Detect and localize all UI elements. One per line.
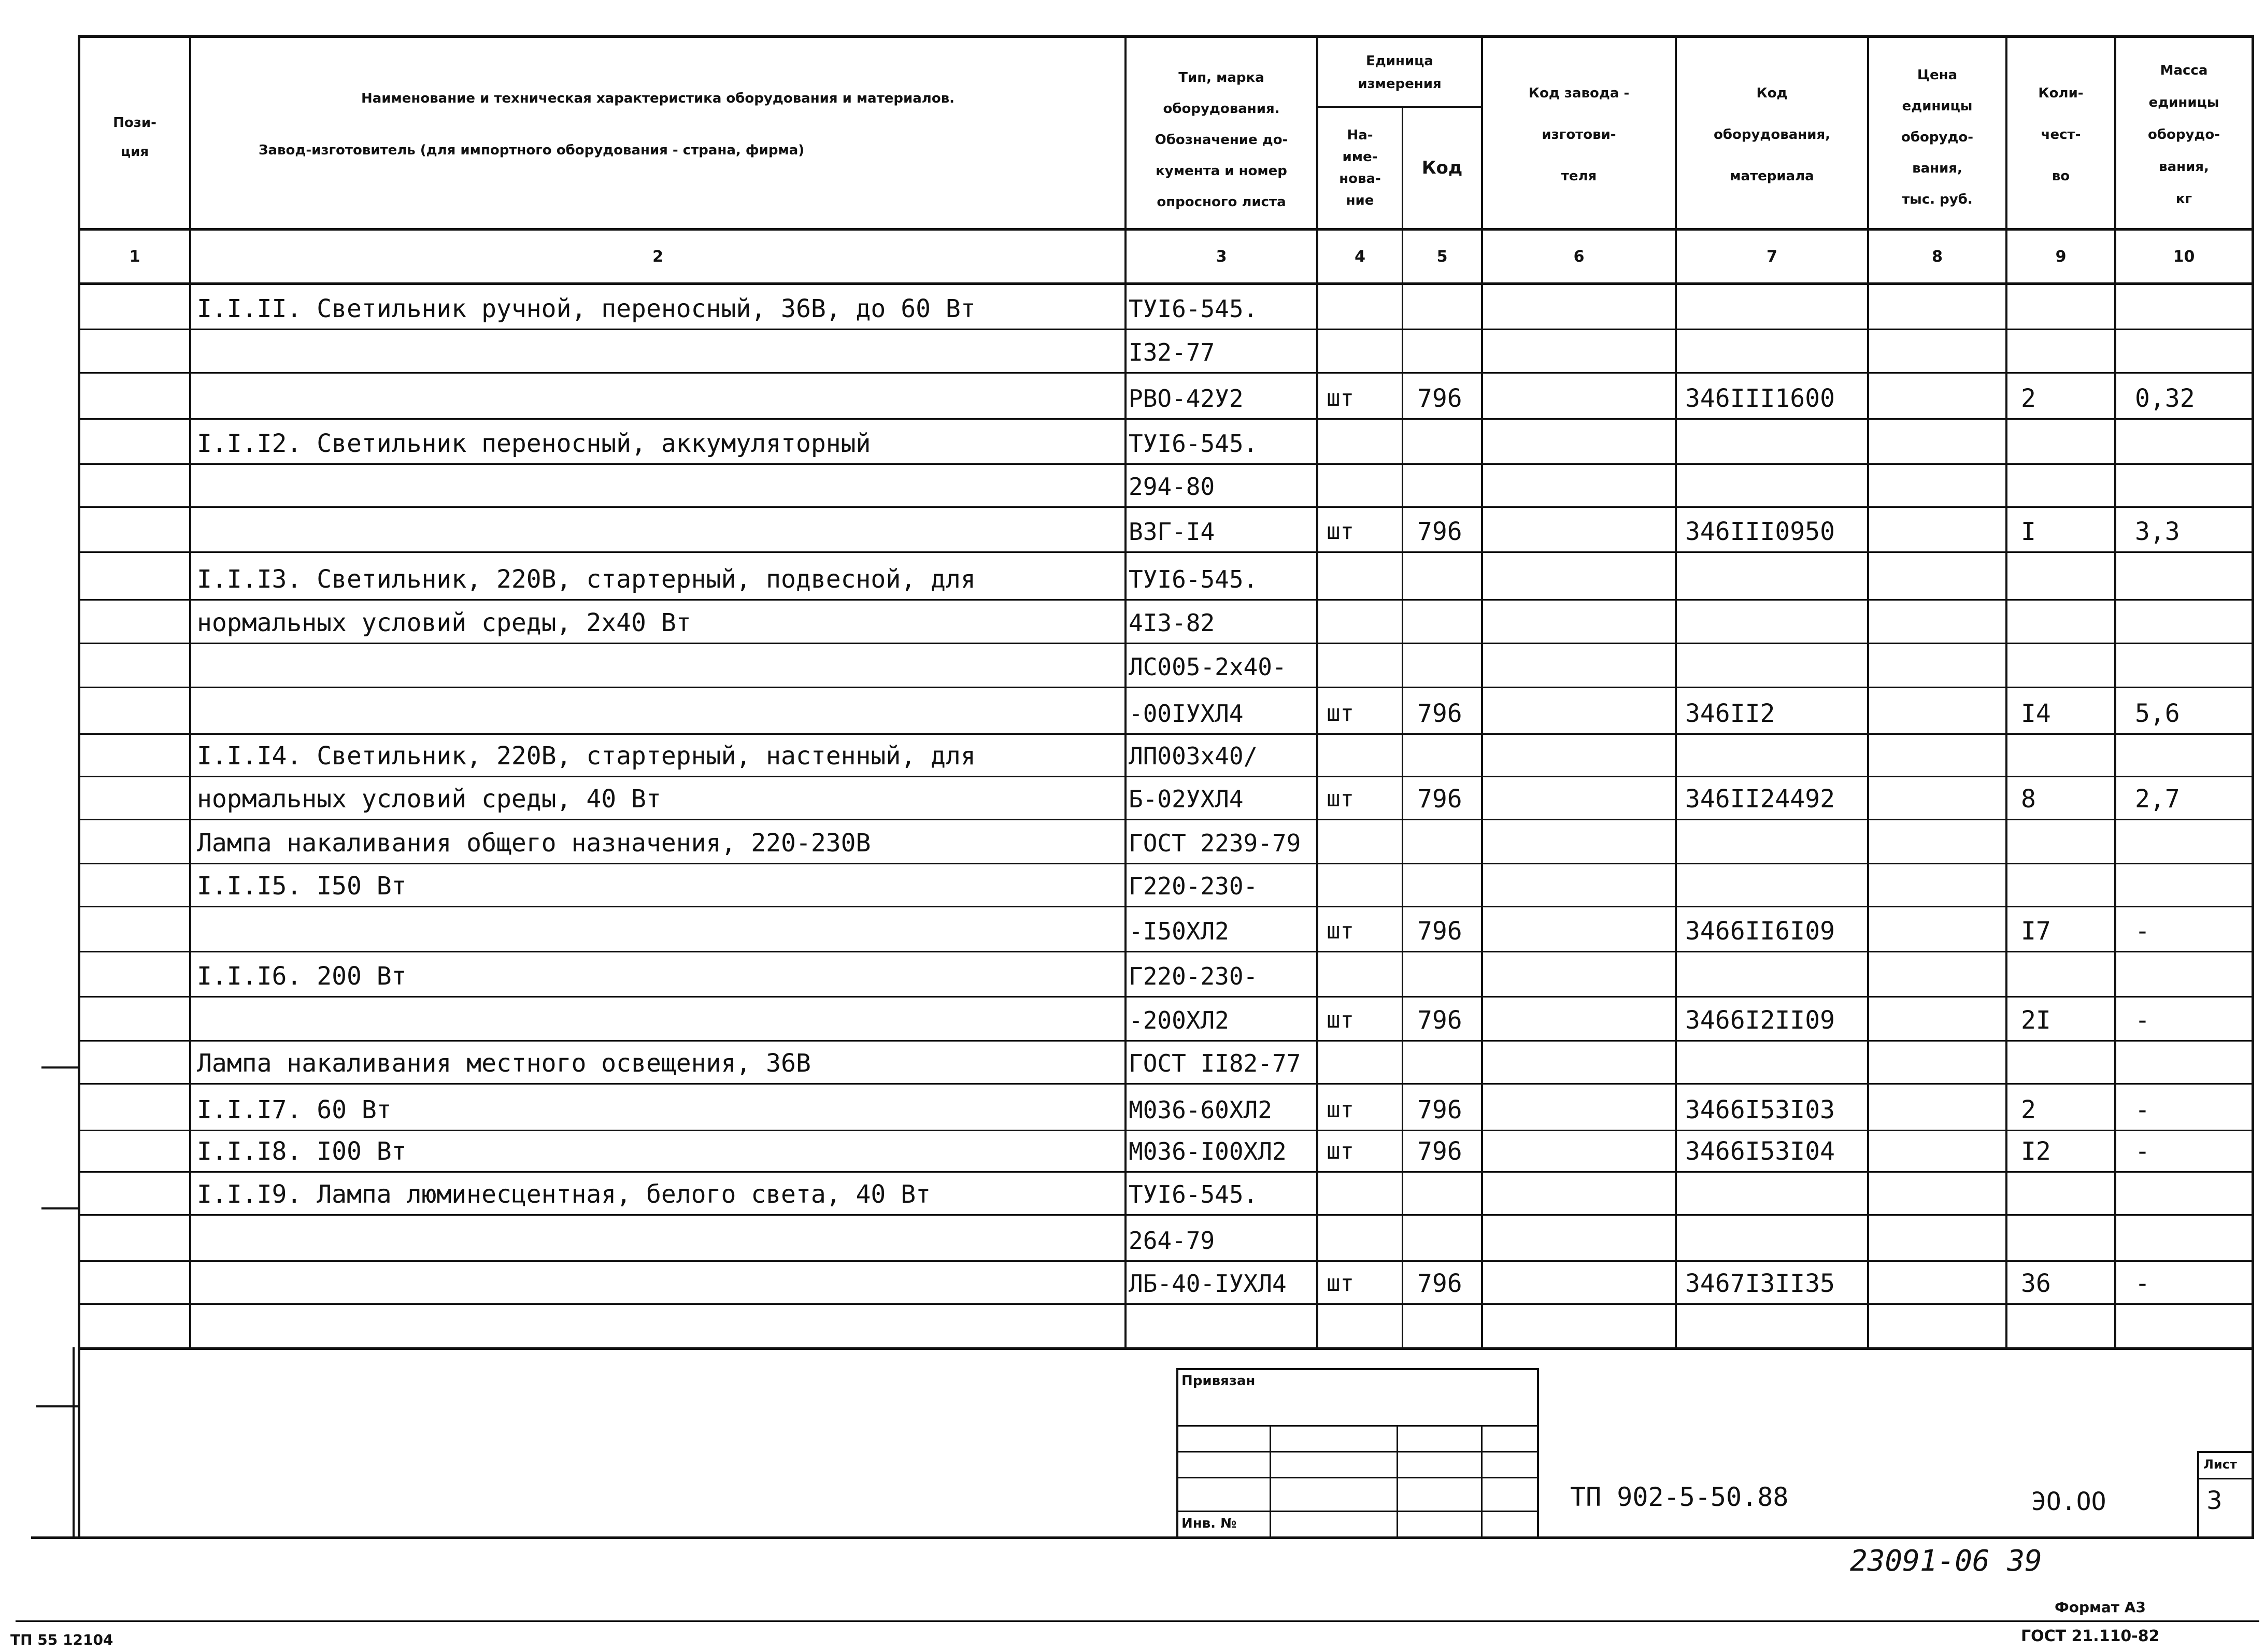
cell-code: 796 [1417, 384, 1462, 413]
cell-qty: I4 [2021, 699, 2051, 728]
header-name-line2: Завод-изготовитель (для импортного оборудования - страна, фирма) [259, 143, 805, 158]
cell-mcode: 346II24492 [1685, 785, 1835, 814]
cell-type: Г220-230- [1129, 872, 1258, 900]
cell-qty: 8 [2021, 785, 2036, 814]
format-label: Формат А3 [2055, 1599, 2146, 1616]
cell-type: ЛБ-40-IУХЛ4 [1129, 1270, 1287, 1298]
header-plant-code: Код завода - изготови- теля [1528, 86, 1630, 184]
cell-name: I.I.I5. I50 Вт [197, 872, 407, 901]
cell-code: 796 [1417, 1137, 1462, 1166]
cell-code: 796 [1417, 1269, 1462, 1298]
cell-unit: шт [1327, 1096, 1354, 1123]
cell-mass: - [2135, 1006, 2150, 1035]
cell-mass: 0,32 [2135, 384, 2195, 413]
cell-unit: шт [1327, 1270, 1354, 1297]
cell-unit: шт [1327, 786, 1354, 812]
cell-type: ЛС005-2х40- [1129, 653, 1287, 681]
cell-type: ЛП003х40/ [1129, 742, 1258, 770]
cell-name: нормальных условий среды, 40 Вт [197, 785, 661, 814]
cell-name: Лампа накаливания общего назначения, 220-230В [197, 829, 871, 858]
cell-name: I.I.I2. Светильник переносный, аккумуляторный [197, 429, 871, 458]
header-quantity: Коли- чест- во [2038, 86, 2084, 184]
cell-mcode: 346III1600 [1685, 384, 1835, 413]
cell-qty: I [2021, 517, 2036, 546]
cell-type: ТУI6-545. [1129, 430, 1258, 458]
col-number-8: 8 [1932, 247, 1943, 266]
cell-name: I.I.II. Светильник ручной, переносный, 36В, до 60 Вт [197, 294, 976, 323]
cell-type: -I50ХЛ2 [1129, 917, 1229, 945]
cell-code: 796 [1417, 785, 1462, 814]
cell-unit: шт [1327, 918, 1354, 944]
cell-type: ГОСТ 2239-79 [1129, 829, 1301, 857]
cell-unit: шт [1327, 518, 1354, 545]
cell-type: М036-I00ХЛ2 [1129, 1137, 1287, 1165]
cell-qty: I7 [2021, 917, 2051, 946]
cell-mcode: 3466I53I03 [1685, 1095, 1835, 1124]
cell-name: I.I.I8. I00 Вт [197, 1137, 407, 1166]
cell-unit: шт [1327, 700, 1354, 727]
col-number-7: 7 [1767, 247, 1777, 266]
cell-mass: - [2135, 917, 2150, 946]
section-code: ЭО.ОО [2031, 1487, 2106, 1516]
cell-code: 796 [1417, 1095, 1462, 1124]
cell-mass: 2,7 [2135, 785, 2180, 814]
cell-mcode: 3466I53I04 [1685, 1137, 1835, 1166]
cell-type: ВЗГ-I4 [1129, 518, 1215, 546]
cell-name: I.I.I6. 200 Вт [197, 962, 407, 991]
header-material-code: Код оборудования, материала [1713, 86, 1831, 184]
cell-type: -00IУХЛ4 [1129, 700, 1244, 728]
cell-mcode: 3466II6I09 [1685, 917, 1835, 946]
cell-type: ТУI6-545. [1129, 565, 1258, 593]
cell-qty: 36 [2021, 1269, 2051, 1298]
cell-name: I.I.I7. 60 Вт [197, 1095, 392, 1124]
cell-type: РВО-42У2 [1129, 384, 1244, 412]
cell-name: Лампа накаливания местного освещения, 36В [197, 1049, 811, 1078]
header-type: Тип, марка оборудования. Обозначение до- кумента и номер опросного листа [1155, 70, 1288, 210]
cell-type: ГОСТ II82-77 [1129, 1049, 1301, 1077]
cell-qty: 2 [2021, 384, 2036, 413]
col-number-9: 9 [2055, 247, 2067, 266]
col-number-5: 5 [1436, 247, 1448, 266]
handwritten-number: 23091-06 39 [1850, 1544, 2042, 1578]
header-mass: Масса единицы оборудо- вания, кг [2147, 63, 2220, 207]
header-price: Цена единицы оборудо- вания, тыс. руб. [1901, 67, 1974, 207]
cell-mcode: 3467I3II35 [1685, 1269, 1835, 1298]
cell-mcode: 3466I2II09 [1685, 1006, 1835, 1035]
cell-type: I32-77 [1129, 338, 1215, 366]
left-code: ТП 55 12104 [10, 1631, 113, 1648]
cell-type: 4I3-82 [1129, 609, 1215, 637]
cell-mass: 3,3 [2135, 517, 2180, 546]
cell-mcode: 346II2 [1685, 699, 1775, 728]
cell-type: 264-79 [1129, 1227, 1215, 1255]
cell-type: -200ХЛ2 [1129, 1006, 1229, 1034]
cell-unit: шт [1327, 1138, 1354, 1164]
stamp-privyazan: Привязан [1181, 1373, 1256, 1389]
stamp-inventory-number: Инв. № [1181, 1516, 1237, 1531]
cell-type: М036-60ХЛ2 [1129, 1096, 1272, 1124]
cell-name: нормальных условий среды, 2х40 Вт [197, 608, 691, 637]
header-unit-code: Код [1421, 158, 1463, 178]
doc-code: ТП 902-5-50.88 [1570, 1482, 1789, 1512]
col-number-4: 4 [1355, 247, 1365, 266]
col-number-1: 1 [129, 247, 140, 266]
cell-name: I.I.I9. Лампа люминесцентная, белого света, 40 Вт [197, 1180, 931, 1209]
col-number-2: 2 [652, 247, 663, 266]
header-unit: Единица измерения [1358, 53, 1442, 92]
cell-mass: - [2135, 1269, 2150, 1298]
gost-label: ГОСТ 21.110-82 [2021, 1627, 2160, 1645]
cell-qty: 2 [2021, 1095, 2036, 1124]
cell-type: Б-02УХЛ4 [1129, 785, 1244, 813]
cell-qty: I2 [2021, 1137, 2051, 1166]
cell-name: I.I.I4. Светильник, 220В, стартерный, настенный, для [197, 742, 976, 771]
cell-type: ТУI6-545. [1129, 1180, 1258, 1208]
cell-mass: - [2135, 1137, 2150, 1166]
cell-code: 796 [1417, 699, 1462, 728]
cell-unit: шт [1327, 1007, 1354, 1033]
col-number-6: 6 [1573, 247, 1585, 266]
cell-qty: 2I [2021, 1006, 2051, 1035]
header-name-line1: Наименование и техническая характеристика оборудования и материалов. [361, 91, 955, 106]
sheet-number: 3 [2206, 1486, 2223, 1515]
cell-unit: шт [1327, 385, 1354, 411]
cell-mcode: 346III0950 [1685, 517, 1835, 546]
col-number-10: 10 [2173, 247, 2195, 266]
sheet-label: Лист [2203, 1457, 2237, 1472]
col-number-3: 3 [1216, 247, 1227, 266]
cell-mass: 5,6 [2135, 699, 2180, 728]
cell-mass: - [2135, 1095, 2150, 1124]
cell-name: I.I.I3. Светильник, 220В, стартерный, подвесной, для [197, 565, 976, 594]
cell-type: ТУI6-545. [1129, 295, 1258, 323]
cell-type: 294-80 [1129, 473, 1215, 501]
header-position: Пози- ция [113, 115, 156, 160]
cell-type: Г220-230- [1129, 962, 1258, 990]
cell-code: 796 [1417, 517, 1462, 546]
cell-code: 796 [1417, 1006, 1462, 1035]
header-unit-name: На- име- нова- ние [1339, 127, 1381, 208]
cell-code: 796 [1417, 917, 1462, 946]
